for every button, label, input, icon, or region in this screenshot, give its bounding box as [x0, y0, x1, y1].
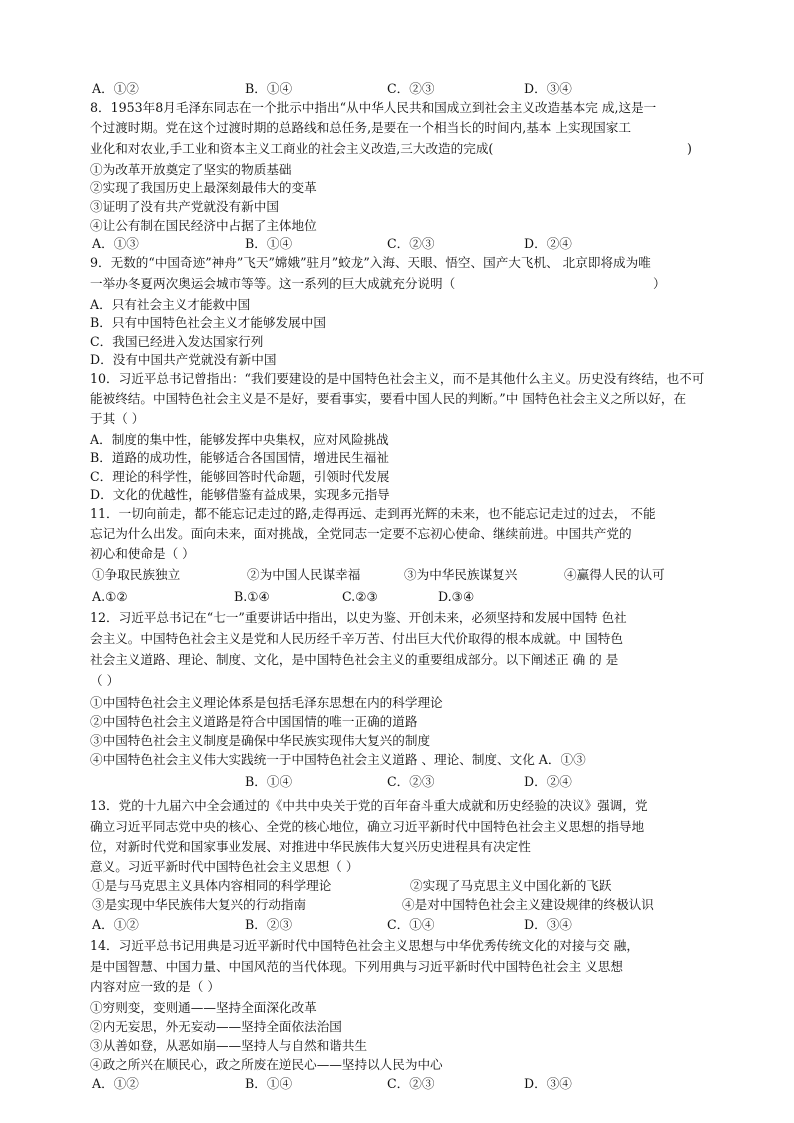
statement-item: ①是与马克思主义具体内容相同的科学理论 [92, 878, 332, 893]
question-line: 是中国智慧、中国力量、中国风范的当代体现。下列用典与习近平新时代中国特色社会主 义思想 [90, 959, 623, 974]
statement-item: ③证明了没有共产党就没有新中国 [90, 199, 279, 214]
statement-item: ③为中华民族谋复兴 [404, 567, 518, 582]
question-line: 意义。习近平新时代中国特色社会主义思想（ ） [90, 859, 359, 874]
option-c: C．②③ [387, 236, 435, 251]
option-b: B．道路的成功性，能够适合各国国情，增进民生福祉 [90, 450, 389, 465]
option-a: A.①② [92, 589, 128, 604]
option-a: A．①③ [92, 236, 139, 251]
option-a: A．①② [92, 917, 139, 932]
option-d: D．②④ [524, 236, 572, 251]
statement-item: ④赢得人民的认可 [564, 567, 665, 582]
question-line: 12．习近平总书记在“七一”重要讲话中指出，以史为鉴、开创未来，必须坚持和发展中国特 色社 [90, 610, 627, 625]
statement-item: ②实现了马克思主义中国化新的飞跃 [410, 878, 612, 893]
option-d: D.③④ [438, 589, 475, 604]
option-b: B．①④ [245, 774, 293, 789]
statement-item: ③是实现中华民族伟大复兴的行动指南 [92, 897, 307, 912]
option-d: D．没有中国共产党就没有新中国 [90, 352, 277, 367]
question-line: 忘记为什么出发。面向未来，面对挑战，全党同志一定要不忘初心使命、继续前进。中国共产党的 [90, 526, 632, 541]
answer-paren: ) [687, 141, 692, 156]
question-line: 13．党的十九届六中全会通过的《中共中央关于党的百年奋斗重大成就和历史经验的决议》强调，党 [90, 798, 648, 813]
question-line: 初心和使命是（ ） [90, 546, 195, 561]
option-a: A．①② [92, 1076, 139, 1091]
option-c: C.②③ [342, 589, 378, 604]
option-b: B.①④ [234, 589, 270, 604]
option-b: B．只有中国特色社会主义才能够发展中国 [90, 315, 326, 330]
question-line: 14．习近平总书记用典是习近平新时代中国特色社会主义思想与中华优秀传统文化的对接与交 融， [90, 938, 639, 953]
question-line: 10．习近平总书记曾指出：“我们要建设的是中国特色社会主义，而不是其他什么主义。历史没有终结，也不可 [90, 371, 705, 386]
question-line: 11．一切向前走，都不能忘记走过的路,走得再远、走到再光辉的未来，也不能忘记走过的过去， 不能 [90, 506, 656, 521]
option-d: D．文化的优越性，能够借鉴有益成果，实现多元指导 [90, 487, 390, 502]
question-line: 业化和对农业,手工业和资本主义工商业的社会主义改造,三大改造的完成( [90, 141, 494, 156]
statement-item: ②内无妄思，外无妄动——坚持全面依法治国 [90, 1019, 342, 1034]
statement-item: ③中国特色社会主义制度是确保中华民族实现伟大复兴的制度 [90, 733, 431, 748]
option-b: B．①④ [245, 81, 293, 96]
statement-item: ①为改革开放奠定了坚实的物质基础 [90, 162, 292, 177]
statement-item: ①争取民族独立 [92, 567, 181, 582]
option-c: C．①④ [387, 917, 435, 932]
option-c: C．理论的科学性，能够回答时代命题，引领时代发展 [90, 469, 390, 484]
option-a: A．制度的集中性，能够发挥中央集权，应对风险挑战 [90, 432, 389, 447]
statement-item: ②为中国人民谋幸福 [247, 567, 361, 582]
option-c: C．②③ [387, 1076, 435, 1091]
statement-item: ④中国特色社会主义伟大实践统一于中国特色社会主义道路 、理论、制度、文化 A．①③ [90, 752, 586, 767]
statement-item: ④让公有制在国民经济中占据了主体地位 [90, 218, 317, 233]
question-line: 社会主义道路、理论、制度、文化，是中国特色社会主义的重要组成部分。以下阐述正 确 的 是 [90, 652, 619, 667]
option-b: B．②③ [245, 917, 293, 932]
question-line: 9．无数的“中国奇迹”神舟”飞天”嫦娥”驻月”蛟龙”入海、天眼、悟空、国产大飞机、 北京即将成为唯 [90, 255, 651, 270]
question-line: 一举办冬夏两次奥运会城市等等。这一系列的巨大成就充分说明（ [90, 276, 456, 291]
question-line: 于其（ ） [90, 411, 145, 426]
option-c: C．我国已经进入发达国家行列 [90, 334, 264, 349]
option-c: C．②③ [387, 774, 435, 789]
option-a: A．①② [92, 81, 139, 96]
question-line: 位，对新时代党和国家事业发展、对推进中华民族伟大复兴历史进程具有决定性 [90, 839, 531, 854]
statement-item: ③从善如登，从恶如崩——坚持人与自然和谐共生 [90, 1038, 368, 1053]
option-d: D．③④ [524, 81, 572, 96]
option-d: D．②④ [524, 774, 572, 789]
option-a: A．只有社会主义才能救中国 [90, 297, 251, 312]
statement-item: ②中国特色社会主义道路是符合中国国情的唯一正确的道路 [90, 714, 418, 729]
option-d: D．③④ [524, 1076, 572, 1091]
question-line: 个过渡时期。党在这个过渡时期的总路线和总任务,是要在一个相当长的时间内,基本 上实现国家工 [90, 120, 631, 135]
option-b: B．①④ [245, 236, 293, 251]
question-line: 确立习近平同志党中央的核心、全党的核心地位，确立习近平新时代中国特色社会主义思想的指导地 [90, 819, 645, 834]
question-line: 能被终结。中国特色社会主义是不是好，要看事实，要看中国人民的判断。”中 国特色社会主义之所以好，在 [90, 391, 687, 406]
question-line: 内容对应一致的是（ ） [90, 979, 220, 994]
question-line: 8．1953年8月毛泽东同志在一个批示中指出“从中华人民共和国成立到社会主义改造基本完 成,这是一 [90, 100, 657, 115]
question-line: （ ） [90, 673, 120, 688]
statement-item: ①穷则变，变则通——坚持全面深化改革 [90, 1000, 317, 1015]
statement-item: ②实现了我国历史上最深刻最伟大的变革 [90, 180, 317, 195]
statement-item: ④是对中国特色社会主义建设规律的终极认识 [402, 897, 654, 912]
question-line: 会主义。中国特色社会主义是党和人民历经千辛万苦、付出巨大代价取得的根本成就。中 国特色 [90, 631, 623, 646]
option-d: D．③④ [524, 917, 572, 932]
option-c: C．②③ [387, 81, 435, 96]
option-b: B．①④ [245, 1076, 293, 1091]
statement-item: ④政之所兴在顺民心，政之所废在逆民心——坚持以人民为中心 [90, 1057, 443, 1072]
answer-paren: ） [653, 276, 666, 291]
statement-item: ①中国特色社会主义理论体系是包括毛泽东思想在内的科学理论 [90, 695, 443, 710]
